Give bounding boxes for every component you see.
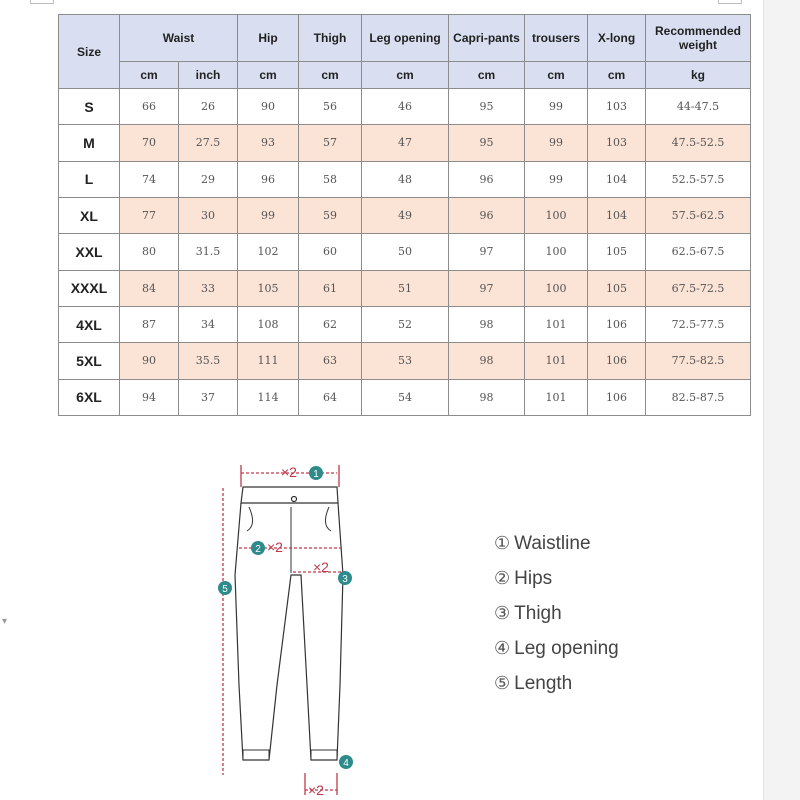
size-cell: XXL [59,234,120,270]
legend-label: Length [514,672,573,694]
measure-markers [218,464,353,798]
table-row [59,306,751,342]
table-cell: 106 [588,306,646,342]
legend-item [494,631,619,666]
legend-item [494,561,619,596]
table-cell: 60 [299,234,362,270]
table-cell: 64 [299,379,362,415]
column-header: Thigh [299,15,362,62]
table-row [59,197,751,233]
legend-item [494,666,619,701]
size-cell: 5XL [59,343,120,379]
svg-text:5: 5 [222,584,228,595]
table-cell: 96 [238,161,299,197]
table-cell: 99 [525,161,588,197]
table-row [59,234,751,270]
table-cell: 103 [588,89,646,125]
size-cell: M [59,125,120,161]
table-cell: 63 [299,343,362,379]
table-row [59,379,751,415]
table-cell: 101 [525,343,588,379]
measurement-legend [494,526,619,701]
table-row [59,343,751,379]
table-cell: 106 [588,343,646,379]
table-cell: 105 [588,234,646,270]
size-cell: XL [59,197,120,233]
unit-cell: kg [646,62,751,89]
right-scroll-strip [763,0,800,800]
table-cell: 67.5-72.5 [646,270,751,306]
table-cell: 99 [525,89,588,125]
size-cell: L [59,161,120,197]
table-cell: 31.5 [179,234,238,270]
table-cell: 100 [525,270,588,306]
measure-lines [223,465,343,795]
pants-measurement-diagram [205,455,365,800]
table-cell: 108 [238,306,299,342]
times-two-label-waist: ×2 [281,464,297,480]
table-cell: 106 [588,379,646,415]
table-cell: 82.5-87.5 [646,379,751,415]
edge-marker: ▾ [2,616,8,627]
legend-number: ⑤ [494,673,511,693]
table-cell: 84 [120,270,179,306]
column-header: Hip [238,15,299,62]
svg-text:4: 4 [343,758,349,769]
table-cell: 46 [362,89,449,125]
size-cell: S [59,89,120,125]
column-header: Waist [120,15,238,62]
legend-number: ③ [494,603,511,623]
table-cell: 98 [449,306,525,342]
pants-outline [235,487,343,760]
table-cell: 44-47.5 [646,89,751,125]
table-cell: 114 [238,379,299,415]
table-cell: 27.5 [179,125,238,161]
table-cell: 105 [238,270,299,306]
table-cell: 59 [299,197,362,233]
legend-item [494,526,619,561]
column-header: trousers [525,15,588,62]
size-cell: 4XL [59,306,120,342]
table-cell: 52.5-57.5 [646,161,751,197]
unit-cell: inch [179,62,238,89]
table-cell: 104 [588,161,646,197]
table-cell: 97 [449,270,525,306]
table-cell: 98 [449,343,525,379]
legend-label: Hips [514,567,553,589]
table-cell: 103 [588,125,646,161]
table-cell: 77 [120,197,179,233]
unit-cell: cm [588,62,646,89]
size-cell: XXXL [59,270,120,306]
table-cell: 29 [179,161,238,197]
table-cell: 33 [179,270,238,306]
table-cell: 50 [362,234,449,270]
table-cell: 66 [120,89,179,125]
table-cell: 26 [179,89,238,125]
legend-label: Waistline [514,532,591,554]
table-cell: 100 [525,197,588,233]
table-cell: 99 [525,125,588,161]
table-cell: 72.5-77.5 [646,306,751,342]
table-cell: 96 [449,161,525,197]
table-cell: 74 [120,161,179,197]
table-cell: 34 [179,306,238,342]
unit-cell: cm [238,62,299,89]
table-cell: 47 [362,125,449,161]
column-header: X-long [588,15,646,62]
table-cell: 53 [362,343,449,379]
table-row [59,125,751,161]
table-row [59,270,751,306]
unit-cell: cm [449,62,525,89]
table-cell: 98 [449,379,525,415]
table-cell: 100 [525,234,588,270]
svg-text:1: 1 [313,469,319,480]
table-cell: 94 [120,379,179,415]
top-edge-mark-left [30,0,54,4]
times-two-label-hips: ×2 [267,539,283,555]
table-cell: 56 [299,89,362,125]
table-cell: 95 [449,125,525,161]
unit-cell: cm [525,62,588,89]
legend-number: ④ [494,638,511,658]
table-cell: 35.5 [179,343,238,379]
table-cell: 54 [362,379,449,415]
unit-cell: cm [362,62,449,89]
table-cell: 90 [238,89,299,125]
table-cell: 90 [120,343,179,379]
table-row [59,89,751,125]
table-cell: 51 [362,270,449,306]
table-cell: 97 [449,234,525,270]
table-cell: 58 [299,161,362,197]
table-cell: 111 [238,343,299,379]
table-cell: 104 [588,197,646,233]
table-cell: 95 [449,89,525,125]
table-row [59,161,751,197]
table-cell: 37 [179,379,238,415]
times-two-label-leg: ×2 [308,782,324,798]
table-cell: 87 [120,306,179,342]
svg-text:2: 2 [255,544,261,555]
table-cell: 99 [238,197,299,233]
legend-number: ① [494,533,511,553]
table-cell: 62 [299,306,362,342]
table-cell: 48 [362,161,449,197]
table-cell: 57 [299,125,362,161]
table-cell: 70 [120,125,179,161]
unit-cell: cm [120,62,179,89]
table-cell: 47.5-52.5 [646,125,751,161]
table-cell: 102 [238,234,299,270]
table-cell: 62.5-67.5 [646,234,751,270]
table-cell: 49 [362,197,449,233]
table-cell: 105 [588,270,646,306]
table-cell: 93 [238,125,299,161]
table-cell: 30 [179,197,238,233]
column-header: Leg opening [362,15,449,62]
size-cell: 6XL [59,379,120,415]
column-header: Recommended weight [646,15,751,62]
legend-label: Leg opening [514,637,619,659]
header-row [59,15,751,62]
table-cell: 101 [525,379,588,415]
top-edge-mark-right [718,0,742,4]
table-cell: 61 [299,270,362,306]
table-cell: 80 [120,234,179,270]
legend-number: ② [494,568,511,588]
unit-row [59,62,751,89]
table-cell: 96 [449,197,525,233]
table-cell: 101 [525,306,588,342]
svg-text:3: 3 [342,574,348,585]
table-cell: 57.5-62.5 [646,197,751,233]
legend-label: Thigh [514,602,562,624]
size-chart-table [58,14,751,416]
column-header: Capri-pants [449,15,525,62]
table-cell: 77.5-82.5 [646,343,751,379]
column-header: Size [59,15,120,89]
legend-item [494,596,619,631]
times-two-label-thigh: ×2 [313,559,329,575]
unit-cell: cm [299,62,362,89]
table-cell: 52 [362,306,449,342]
